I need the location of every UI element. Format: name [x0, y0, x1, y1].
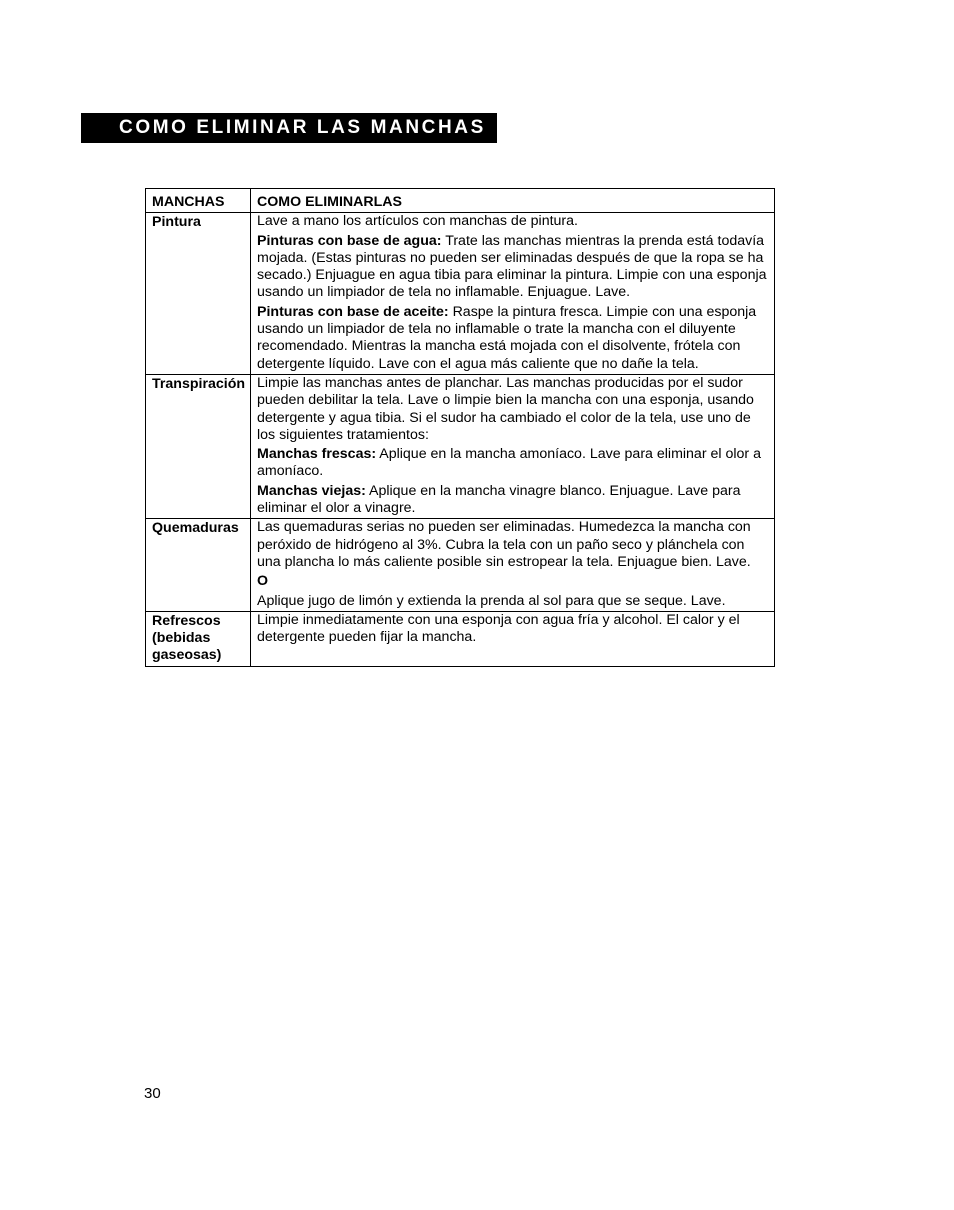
- stain-removal-table: [145, 188, 775, 667]
- or-separator: O: [257, 573, 269, 590]
- method-text: Trate las manchas mientras la prenda está todavía mojada. (Estas pinturas no pueden ser eliminadas después de que la ropa se ha secado.) Enjuague en agua tibia para eliminar la pintura. Limpie con una esponja usando un limpiador de tela no inflamable. Enjuague. Lave.: [257, 232, 767, 301]
- method-text: Raspe la pintura fresca. Limpie con una esponja usando un limpiador de tela no inflamable o trate la mancha con el diluyente recomendado. Mientras la mancha está mojada con el disolvente, frótela con detergente líquido. Lave con el agua más caliente que no dañe la tela.: [257, 303, 757, 372]
- method-paragraph: [257, 519, 770, 571]
- removal-method: [251, 519, 775, 611]
- method-paragraph: [257, 213, 770, 230]
- stain-name: Pintura: [146, 213, 251, 375]
- method-paragraph: [257, 233, 770, 302]
- method-text: Limpie las manchas antes de planchar. Las manchas producidas por el sudor pueden debilitar la tela. Lave o limpie bien la mancha con una esponja, usando detergente y agua tibia. Si el sudor ha cambiado el color de la tela, use uno de los siguientes tratamientos:: [257, 374, 754, 443]
- stain-name: Quemaduras: [146, 519, 251, 611]
- method-paragraph: [257, 375, 770, 444]
- method-paragraph: [257, 593, 770, 610]
- method-text: Aplique jugo de limón y extienda la prenda al sol para que se seque. Lave.: [257, 592, 726, 609]
- method-label: Pinturas con base de agua:: [257, 232, 442, 249]
- removal-method: [251, 611, 775, 666]
- method-label: Manchas viejas:: [257, 482, 366, 499]
- table-row: [146, 611, 775, 666]
- column-header-stains: MANCHAS: [146, 189, 251, 213]
- removal-method: [251, 374, 775, 518]
- method-text: Las quemaduras serias no pueden ser eliminadas. Humedezca la mancha con peróxido de hidrógeno al 3%. Cubra la tela con un paño seco y plánchela con una plancha lo más caliente posible sin estropear la tela. Enjuague bien. Lave.: [257, 519, 751, 570]
- table-row: [146, 374, 775, 518]
- method-paragraph: [257, 304, 770, 373]
- method-paragraph: [257, 483, 770, 518]
- method-text: Aplique en la mancha amoníaco. Lave para eliminar el olor a amoníaco.: [257, 446, 761, 480]
- method-text: Lave a mano los artículos con manchas de pintura.: [257, 213, 578, 230]
- stain-name: Refrescos (bebidas gaseosas): [146, 611, 251, 666]
- table-header-row: [146, 189, 775, 213]
- removal-method: [251, 213, 775, 375]
- method-paragraph: [257, 446, 770, 481]
- table-row: [146, 519, 775, 611]
- table-row: [146, 213, 775, 375]
- section-title: COMO ELIMINAR LAS MANCHAS: [81, 113, 497, 143]
- method-label: Pinturas con base de aceite:: [257, 303, 449, 320]
- method-text: Limpie inmediatamente con una esponja con agua fría y alcohol. El calor y el detergente pueden fijar la mancha.: [257, 611, 740, 646]
- method-label: Manchas frescas:: [257, 446, 377, 463]
- column-header-methods: COMO ELIMINARLAS: [251, 189, 775, 213]
- method-text: Aplique en la mancha vinagre blanco. Enjuague. Lave para eliminar el olor a vinagre.: [257, 482, 741, 517]
- stain-name: Transpiración: [146, 374, 251, 518]
- method-paragraph: [257, 612, 770, 647]
- page-number: 30: [144, 1085, 161, 1102]
